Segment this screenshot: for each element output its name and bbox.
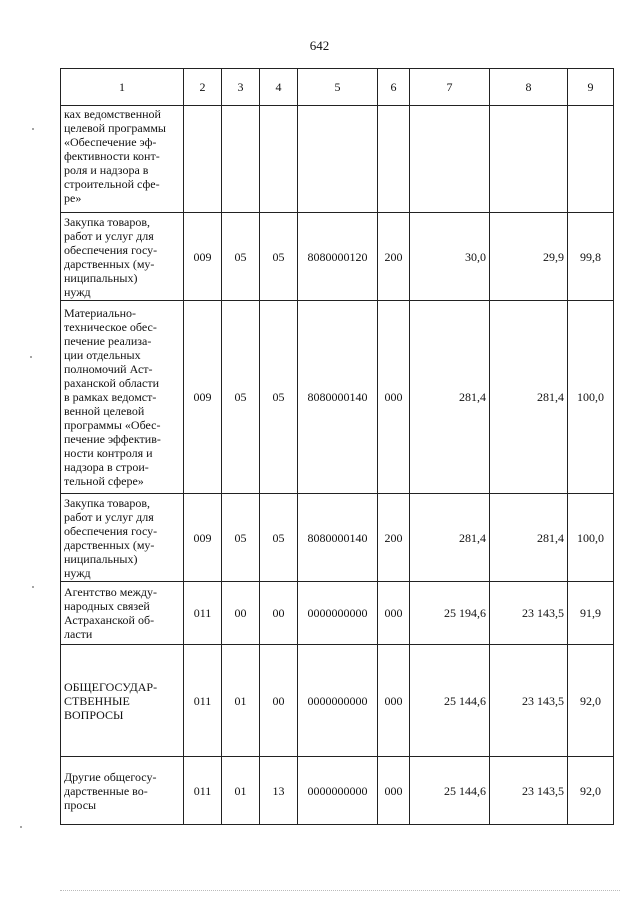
cell-execution-percent xyxy=(568,106,614,213)
cell-target-article: 8080000120 xyxy=(298,213,378,301)
table-header xyxy=(61,69,614,106)
cell-subsection: 05 xyxy=(260,494,298,582)
row-name-line: ниципальных) xyxy=(64,270,138,285)
row-name-line: дарственные во- xyxy=(64,783,148,798)
cell-subsection: 05 xyxy=(260,301,298,494)
row-name-line: фективности конт- xyxy=(64,149,160,163)
cell-expense-type xyxy=(378,106,410,213)
table-row xyxy=(61,757,614,825)
row-name-line: Астраханской об- xyxy=(64,613,155,627)
header-col-4: 4 xyxy=(260,69,298,106)
cell-execution-percent: 100,0 xyxy=(568,494,614,582)
header-col-6: 6 xyxy=(378,69,410,106)
row-name-line: целевой программы xyxy=(64,121,166,135)
table-row xyxy=(61,301,614,494)
cell-executed-amount: 23 143,5 xyxy=(490,582,568,645)
cell-subsection: 00 xyxy=(260,645,298,757)
row-name-line: ниципальных) xyxy=(64,551,138,566)
row-name xyxy=(61,301,184,494)
row-name-line: нужд xyxy=(64,565,91,580)
row-name xyxy=(61,582,184,645)
header-col-3: 3 xyxy=(222,69,260,106)
row-name-line: просы xyxy=(64,797,97,812)
row-name xyxy=(61,106,184,213)
cell-execution-percent: 100,0 xyxy=(568,301,614,494)
cell-executed-amount: 23 143,5 xyxy=(490,757,568,825)
row-name-line: Закупка товаров, xyxy=(64,495,150,510)
row-name-line: Агентство между- xyxy=(64,585,158,599)
header-row xyxy=(61,69,614,106)
row-name-line: в рамках ведомст- xyxy=(64,390,157,404)
cell-subsection xyxy=(260,106,298,213)
table-row xyxy=(61,582,614,645)
cell-target-article xyxy=(298,106,378,213)
cell-expense-type: 000 xyxy=(378,645,410,757)
row-name-line: ции отдельных xyxy=(64,348,141,362)
page-number: 642 xyxy=(309,38,330,53)
row-name-line: раханской области xyxy=(64,376,159,390)
cell-admin-code: 011 xyxy=(184,582,222,645)
cell-planned-amount: 25 144,6 xyxy=(410,757,490,825)
row-name-line: дарственных (му- xyxy=(64,537,155,552)
scan-edge-line xyxy=(60,890,620,891)
row-name-line: ках ведомственной xyxy=(64,107,161,121)
row-name-line: обеспечения госу- xyxy=(64,242,158,257)
cell-executed-amount: 29,9 xyxy=(490,213,568,301)
cell-execution-percent: 91,9 xyxy=(568,582,614,645)
cell-executed-amount: 281,4 xyxy=(490,494,568,582)
row-name-line: строительной сфе- xyxy=(64,177,160,191)
scan-speck xyxy=(20,826,22,828)
header-col-1: 1 xyxy=(61,69,184,106)
row-name-line: тельной сфере» xyxy=(64,474,144,488)
row-name-line: печение эффектив- xyxy=(64,432,161,446)
cell-planned-amount xyxy=(410,106,490,213)
row-name-line: обеспечения госу- xyxy=(64,523,158,538)
cell-executed-amount: 23 143,5 xyxy=(490,645,568,757)
row-name-line: Закупка товаров, xyxy=(64,214,150,229)
row-name-line: работ и услуг для xyxy=(64,228,154,243)
cell-section: 05 xyxy=(222,301,260,494)
row-name-line: печение реализа- xyxy=(64,334,152,348)
cell-section: 01 xyxy=(222,757,260,825)
cell-admin-code xyxy=(184,106,222,213)
row-name-line: ВОПРОСЫ xyxy=(64,707,124,722)
table-row xyxy=(61,645,614,757)
cell-section: 05 xyxy=(222,213,260,301)
header-col-8: 8 xyxy=(490,69,568,106)
cell-section xyxy=(222,106,260,213)
cell-target-article: 8080000140 xyxy=(298,301,378,494)
row-name-line: народных связей xyxy=(64,599,150,613)
cell-planned-amount: 281,4 xyxy=(410,494,490,582)
scan-speck xyxy=(32,128,34,130)
cell-target-article: 8080000140 xyxy=(298,494,378,582)
cell-execution-percent: 92,0 xyxy=(568,757,614,825)
header-col-7: 7 xyxy=(410,69,490,106)
cell-expense-type: 000 xyxy=(378,582,410,645)
budget-table xyxy=(60,68,614,825)
row-name-line: «Обеспечение эф- xyxy=(64,135,157,149)
header-col-5: 5 xyxy=(298,69,378,106)
row-name xyxy=(61,645,184,757)
cell-subsection: 05 xyxy=(260,213,298,301)
cell-execution-percent: 92,0 xyxy=(568,645,614,757)
cell-target-article: 0000000000 xyxy=(298,645,378,757)
cell-expense-type: 000 xyxy=(378,301,410,494)
row-name-line: роля и надзора в xyxy=(64,163,149,177)
row-name-line: венной целевой xyxy=(64,404,145,418)
row-name-line: Материально- xyxy=(64,306,136,320)
table-row xyxy=(61,494,614,582)
cell-section: 01 xyxy=(222,645,260,757)
cell-expense-type: 000 xyxy=(378,757,410,825)
cell-executed-amount xyxy=(490,106,568,213)
scan-speck xyxy=(30,356,32,358)
cell-expense-type: 200 xyxy=(378,494,410,582)
row-name-line: СТВЕННЫЕ xyxy=(64,693,130,708)
cell-planned-amount: 25 144,6 xyxy=(410,645,490,757)
cell-executed-amount: 281,4 xyxy=(490,301,568,494)
cell-admin-code: 009 xyxy=(184,213,222,301)
row-name-line: полномочий Аст- xyxy=(64,362,153,376)
row-name-line: ре» xyxy=(64,191,82,205)
row-name-line: надзора в строи- xyxy=(64,460,149,474)
row-name-line: работ и услуг для xyxy=(64,509,154,524)
cell-target-article: 0000000000 xyxy=(298,582,378,645)
header-col-9: 9 xyxy=(568,69,614,106)
cell-execution-percent: 99,8 xyxy=(568,213,614,301)
cell-admin-code: 009 xyxy=(184,494,222,582)
cell-admin-code: 011 xyxy=(184,757,222,825)
cell-planned-amount: 30,0 xyxy=(410,213,490,301)
row-name xyxy=(61,213,184,301)
table-row xyxy=(61,106,614,213)
row-name-line: Другие общегосу- xyxy=(64,769,157,784)
scan-speck xyxy=(32,586,34,588)
table-row xyxy=(61,213,614,301)
table-body xyxy=(61,106,614,825)
cell-section: 05 xyxy=(222,494,260,582)
cell-expense-type: 200 xyxy=(378,213,410,301)
row-name-line: ласти xyxy=(64,627,93,641)
cell-planned-amount: 25 194,6 xyxy=(410,582,490,645)
cell-admin-code: 009 xyxy=(184,301,222,494)
cell-admin-code: 011 xyxy=(184,645,222,757)
row-name-line: программы «Обес- xyxy=(64,418,161,432)
cell-subsection: 00 xyxy=(260,582,298,645)
cell-section: 00 xyxy=(222,582,260,645)
row-name-line: техническое обес- xyxy=(64,320,157,334)
cell-subsection: 13 xyxy=(260,757,298,825)
row-name-line: ности контроля и xyxy=(64,446,153,460)
row-name xyxy=(61,757,184,825)
cell-target-article: 0000000000 xyxy=(298,757,378,825)
row-name-line: нужд xyxy=(64,284,91,299)
row-name-line: ОБЩЕГОСУДАР- xyxy=(64,679,158,694)
cell-planned-amount: 281,4 xyxy=(410,301,490,494)
header-col-2: 2 xyxy=(184,69,222,106)
row-name-line: дарственных (му- xyxy=(64,256,155,271)
row-name xyxy=(61,494,184,582)
